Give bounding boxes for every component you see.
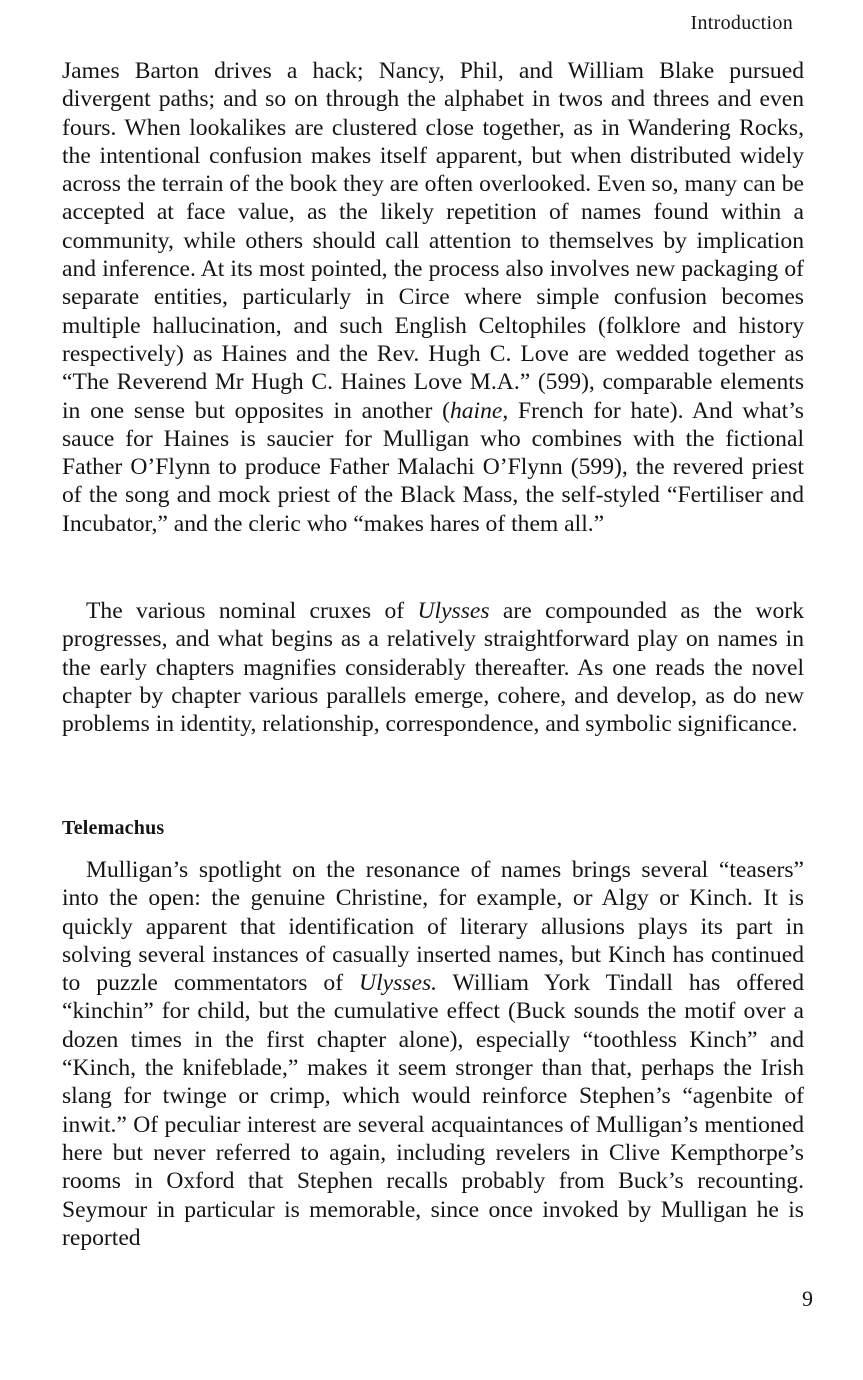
paragraph-1-text: James Barton drives a hack; Nancy, Phil, and William Blake pursued divergent paths; and so on through the alphabet in twos and threes and even fours. When lookalikes are clustered close together, as in Wandering Rocks, the intentional confusion makes itself apparent, but when distributed widely across the terrain of the book they are often overlooked. Even so, many can be accepted at face value, as the likely repetition of names found within a community, while others should call attention to themselves by implication and inference. At its most pointed, the process also involves new packaging of separate entities, particularly in Circe where simple confusion becomes multiple hallucination, and such English Celtophiles (folklore and history respectively) as Haines and the Rev. Hugh C. Love are wedded together as “The Reverend Mr Hugh C. Haines Love M.A.” (599), comparable elements in one sense but opposites in another ( xyxy=(62,58,804,424)
paragraph-2-end: are compounded as the work progresses, and what begins as a relatively straightforward play on names in the early chapters magnifies considerably thereafter. As one reads the novel chapter by chapter various parallels emerge, cohere, and develop, as do new problems in identity, relationship, correspondence, and symbolic significance. xyxy=(62,598,805,738)
body-paragraph-3 xyxy=(62,856,804,1252)
paragraph-3-end: William York Tindall has offered “kinchin” for child, but the cumulative effect (Buck sounds the motif over a dozen times in the first chapter alone), especially “toothless Kinch” and “Kinch, the knifeblade,” makes it seem stronger than that, perhaps the Irish slang for twinge or crimp, which would reinforce Stephen’s “agenbite of inwit.” Of peculiar interest are several acquaintances of Mulligan’s mentioned here but never referred to again, including revelers in Clive Kempthorpe’s rooms in Oxford that Stephen recalls probably from Buck’s recounting. Seymour in particular is memorable, since once invoked by Mulligan he is reported xyxy=(62,970,804,1251)
paragraph-1-end: French for hate). And what’s sauce for Haines is saucier for Mulligan who combines with the fictional Father O’Flynn to produce Father Malachi O’Flynn (599), the revered priest of the song and mock priest of the Black Mass, the self-styled “Fertiliser and Incubator,” and the cleric who “makes hares of them all.” xyxy=(62,397,804,537)
section-heading: Telemachus xyxy=(62,817,165,839)
paragraph-1-italic: haine, xyxy=(449,397,509,424)
paragraph-3-italic: Ulysses. xyxy=(359,970,438,997)
paragraph-2-start: The various nominal cruxes of xyxy=(86,598,418,624)
paragraph-2-italic: Ulysses xyxy=(417,598,490,624)
page-number: 9 xyxy=(802,1286,813,1311)
paragraph-3-start: Mulligan’s spotlight on the resonance of names brings several “teasers” into the open: the genuine Christine, for example, or Algy or Kinch. It is quickly apparent that identification of literary allusions plays its part in solving several instances of casually inserted names, but Kinch has continued to puzzle commentators of xyxy=(62,857,804,997)
body-paragraph-1 xyxy=(62,57,804,538)
running-head: Introduction xyxy=(690,12,793,34)
body-paragraph-2 xyxy=(62,597,804,738)
